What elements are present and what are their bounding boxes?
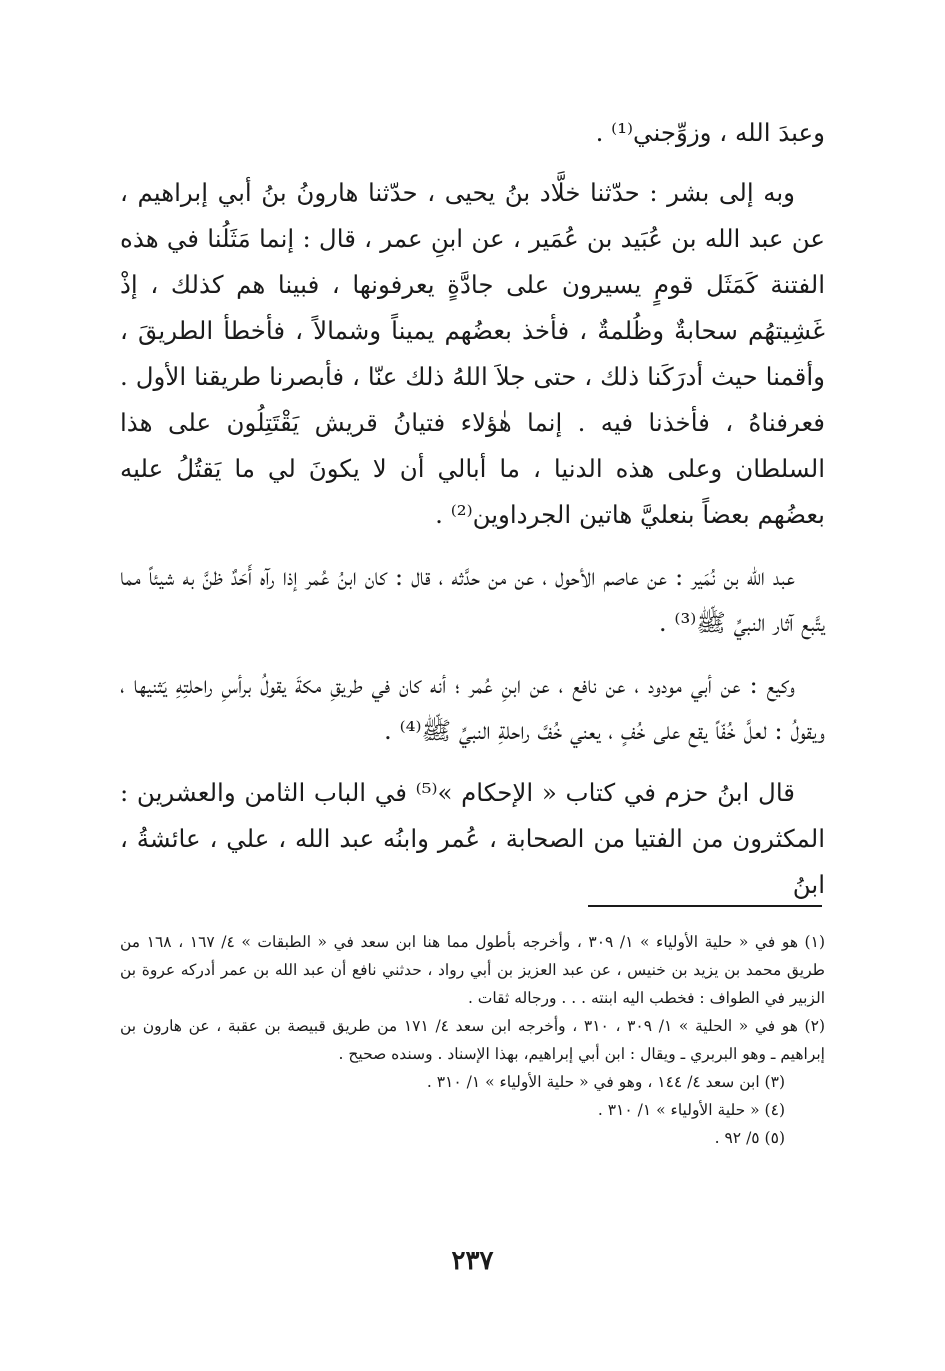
footnotes-section <box>120 928 825 1152</box>
footnote-3: (٣) ابن سعد ٤/ ١٤٤ ، وهو في « حلية الأولياء » ١/ ٣١٠ . <box>426 1073 785 1091</box>
paragraph-2: وبه إلى بشر : حدّثنا خلَّاد بنُ يحيى ، حدّثنا هارونُ بنُ أبي إبراهيم ، عن عبد الله بن عُبَيد بن عُمَير ، عن ابنِ عمر ، قال : إنما مَثَلُنا في هذه الفتنة كَمَثَل قومٍ يسيرون على جادَّةٍ يعرفونها ، فبينا هم كذلك ، إذْ غَشِيتهُم سحابةٌ وظُلمةٌ ، فأخذ بعضُهم يميناً وشمالاً ، فأخطأ الطريقَ ، وأقمنا حيث أدرَكَنا ذلك ، حتى جلاَ اللهُ ذلك عنّا ، فأبصرنا طريقنا الأول . فعرفناهُ ، فأخذنا فيه . إنما هٰؤلاء فتيانُ قريش يَقْتَتِلُون على هذا السلطان وعلى هذه الدنيا ، ما أبالي أن لا يكونَ لي ما يَقتُلُ عليه بعضُهم بعضاً بنعليَّ هاتين الجرداوين⁽²⁾ . <box>120 178 825 529</box>
footnote-1: (١) هو في « حلية الأولياء » ١/ ٣٠٩ ، وأخرجه بأطول مما هنا ابن سعد في « الطبقات » ٤/ ١٦٧ ، ١٦٨ من طريق محمد بن يزيد بن خنيس ، عن عبد العزيز بن أبي رواد ، حدثني نافع أن عبد الله بن عمر أدركه عروة بن الزبير في الطواف : فخطب اليه ابنته . . . ورجاله ثقات . <box>120 933 825 1007</box>
page-number: ٢٣٧ <box>451 1246 494 1276</box>
footnote-5: (٥) ٥/ ٩٢ . <box>714 1129 785 1147</box>
paragraph-4: وكيع : عن أبي مودود ، عن نافع ، عن ابنِ عُمر ؛ أنه كان في طريقِ مكةَ يقولُ برأسِ راحلتِهِ يَثنيها ، ويقولُ : لعلَّ خُفّاً يقع على خُفٍ ، يعني خُفَّ راحلةِ النبيِّ ﷺ⁽⁴⁾ . <box>120 670 825 745</box>
paragraph-3: عبد الله بن نُمَير : عن عاصم الأحول ، عن من حدَّثه ، قال : كان ابنُ عُمر إذا رآه أَحَدٌ ظنَّ به شيئاً مما يتَّبع آثار النبيِّ ﷺ⁽³⁾ . <box>120 562 825 637</box>
main-text-body <box>120 110 825 924</box>
footnote-divider <box>588 905 822 907</box>
paragraph-1: وعبدَ الله ، وزوِّجني⁽¹⁾ . <box>595 118 825 147</box>
paragraph-5: قال ابنُ حزم في كتاب « الإحكام »⁽⁵⁾ في الباب الثامن والعشرين : المكثرون من الفتيا من الصحابة ، عُمر وابنُه عبد الله ، علي ، عائشةُ ، ابنُ <box>120 778 825 899</box>
footnote-4: (٤) « حلية الأولياء » ١/ ٣١٠ . <box>597 1101 785 1119</box>
footnote-2: (٢) هو في « الحلية » ١/ ٣٠٩ ، ٣١٠ ، وأخرجه ابن سعد ٤/ ١٧١ من طريق قبيصة بن عقبة ، عن هارون بن إبراهيم ـ وهو البربري ـ ويقال : ابن أبي إبراهيم، بهذا الإسناد . وسنده صحيح . <box>120 1017 825 1063</box>
